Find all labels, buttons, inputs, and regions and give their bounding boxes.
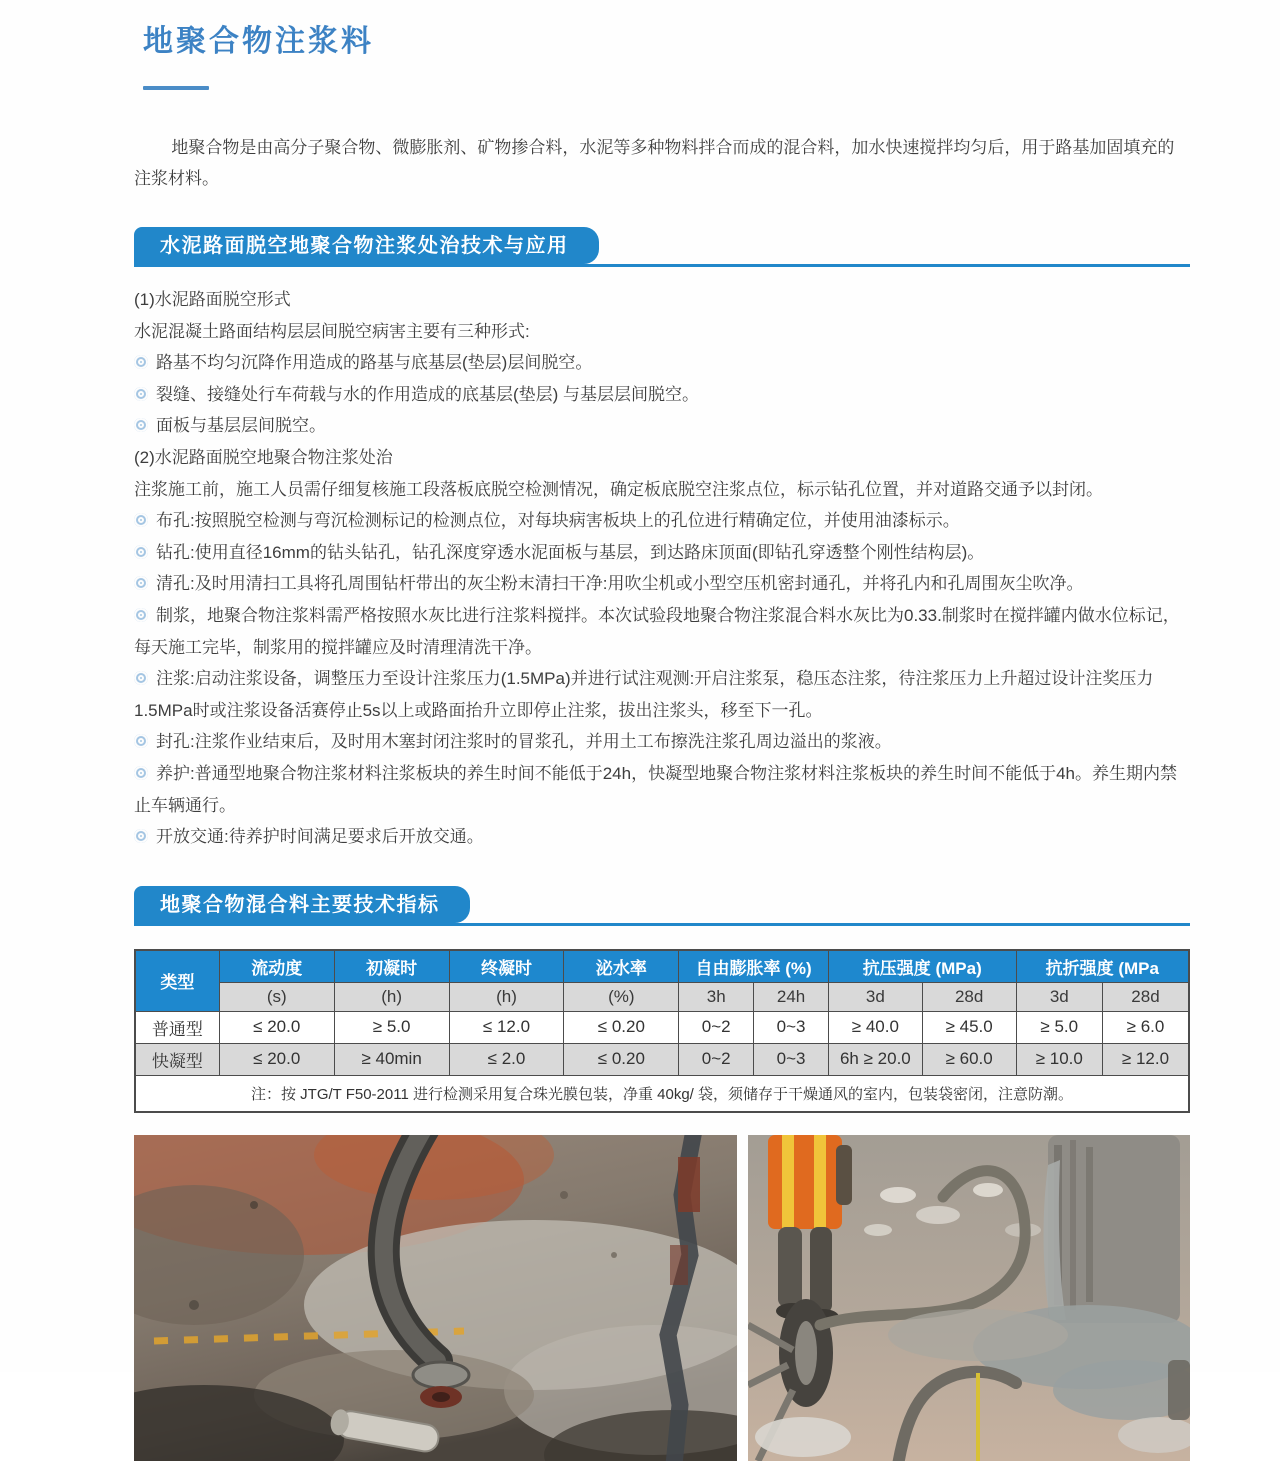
header-row-1 (135, 950, 1189, 983)
photo-right-art (748, 1135, 1190, 1461)
column-header-initial-set: 初凝时 (334, 950, 449, 983)
value-cell: ≤ 20.0 (219, 1043, 334, 1075)
process-text-block (134, 284, 1190, 853)
page-title: 地聚合物注浆料 (143, 25, 374, 58)
double-circle-icon (134, 513, 148, 527)
value-cell: ≥ 5.0 (1016, 1011, 1102, 1043)
sub-header-cell: 24h (754, 982, 829, 1011)
value-cell: 6h ≥ 20.0 (828, 1043, 922, 1075)
text-line: (2)水泥路面脱空地聚合物注浆处治 (134, 447, 393, 467)
double-circle-icon (134, 576, 148, 590)
bullet-line: 路基不均匀沉降作用造成的路基与底基层(垫层)层间脱空。 (134, 347, 1190, 379)
table-note-row (135, 1075, 1189, 1112)
section-banner-process-label: 水泥路面脱空地聚合物注浆处治技术与应用 (134, 227, 599, 264)
spec-table-container (134, 949, 1190, 1113)
value-cell: ≥ 5.0 (334, 1011, 449, 1043)
column-header-fluidity: 流动度 (219, 950, 334, 983)
value-cell: ≥ 12.0 (1102, 1043, 1189, 1075)
unit-cell: (s) (219, 982, 334, 1011)
value-cell: ≥ 10.0 (1016, 1043, 1102, 1075)
value-cell: ≥ 45.0 (922, 1011, 1016, 1043)
title-underline (143, 86, 209, 90)
table-row-normal-type (135, 1011, 1189, 1043)
double-circle-icon (134, 734, 148, 748)
text-line: 水泥混凝土路面结构层层间脱空病害主要有三种形式: (134, 321, 530, 341)
value-cell: 0~3 (754, 1043, 829, 1075)
column-header-final-set: 终凝时 (449, 950, 564, 983)
unit-cell: (%) (564, 982, 679, 1011)
sub-header-cell: 3h (679, 982, 754, 1011)
bullet-line: 钻孔:使用直径16mm的钻头钻孔，钻孔深度穿透水泥面板与基层，到达路床顶面(即钻孔穿透整个刚性结构层)。 (134, 537, 1190, 569)
column-header-flexural: 抗折强度 (MPa (1016, 950, 1189, 983)
section-banner-process (134, 227, 1190, 267)
bullet-line: 封孔:注浆作业结束后，及时用木塞封闭注浆时的冒浆孔，并用土工布擦洗注浆孔周边溢出的浆液。 (134, 726, 1190, 758)
photo-left-art (134, 1135, 737, 1461)
bullet-line: 养护:普通型地聚合物注浆材料注浆板块的养生时间不能低于24h，快凝型地聚合物注浆材料注浆板块的养生时间不能低于4h。养生期内禁止车辆通行。 (134, 763, 1177, 815)
bullet-line: 注浆:启动注浆设备，调整压力至设计注浆压力(1.5MPa)并进行试注观测:开启注浆泵，稳压态注浆，待注浆压力上升超过设计注奖压力1.5MPa时或注浆设备活赛停止5s以上或路面抬升立即停止注浆，拔出注浆头，移至下一孔。 (134, 669, 1154, 720)
column-header-type: 类型 (135, 950, 219, 1012)
double-circle-icon (134, 829, 148, 843)
sub-header-cell: 28d (922, 982, 1016, 1011)
value-cell: ≤ 2.0 (449, 1043, 564, 1075)
section-banner-specs (134, 886, 1190, 926)
double-circle-icon (134, 387, 148, 401)
value-cell: ≥ 40min (334, 1043, 449, 1075)
value-cell: ≥ 40.0 (828, 1011, 922, 1043)
value-cell: ≤ 20.0 (219, 1011, 334, 1043)
bullet-line: 清孔:及时用清扫工具将孔周围钻杆带出的灰尘粉末清扫干净:用吹尘机或小型空压机密封通孔，并将孔内和孔周围灰尘吹净。 (134, 568, 1190, 600)
value-cell: ≥ 6.0 (1102, 1011, 1189, 1043)
double-circle-icon (134, 355, 148, 369)
value-cell: ≤ 0.20 (564, 1011, 679, 1043)
double-circle-icon (134, 545, 148, 559)
value-cell: ≤ 0.20 (564, 1043, 679, 1075)
double-circle-icon (134, 766, 148, 780)
sub-header-cell: 28d (1102, 982, 1189, 1011)
bullet-line: 布孔:按照脱空检测与弯沉检测标记的检测点位，对每块病害板块上的孔位进行精确定位，并使用油漆标示。 (134, 505, 1190, 537)
bullet-line: 制浆，地聚合物注浆料需严格按照水灰比进行注浆料搅拌。本次试验段地聚合物注浆混合料水灰比为0.33.制浆时在搅拌罐内做水位标记，每天施工完毕，制浆用的搅拌罐应及时清理清洗干净。 (134, 605, 1180, 657)
value-cell: 0~2 (679, 1011, 754, 1043)
intro-paragraph: 地聚合物是由高分子聚合物、微膨胀剂、矿物掺合料，水泥等多种物料拌合而成的混合料，加水快速搅拌均匀后，用于路基加固填充的注浆材料。 (134, 138, 1175, 188)
value-cell: 0~3 (754, 1011, 829, 1043)
table-row-fast-type (135, 1043, 1189, 1075)
value-cell: ≤ 12.0 (449, 1011, 564, 1043)
bullet-line: 裂缝、接缝处行车荷载与水的作用造成的底基层(垫层) 与基层层间脱空。 (134, 379, 1190, 411)
spec-table (134, 949, 1190, 1113)
sub-header-cell: 3d (828, 982, 922, 1011)
column-header-bleeding: 泌水率 (564, 950, 679, 983)
unit-cell: (h) (449, 982, 564, 1011)
double-circle-icon (134, 608, 148, 622)
section-banner-specs-label: 地聚合物混合料主要技术指标 (134, 886, 470, 923)
sub-header-cell: 3d (1016, 982, 1102, 1011)
text-line: (1)水泥路面脱空形式 (134, 290, 291, 309)
table-note: 注：按 JTG/T F50-2011 进行检测采用复合珠光膜包装，净重 40kg/ 袋，须储存于干燥通风的室内，包装袋密闭，注意防潮。 (135, 1075, 1189, 1112)
bullet-line: 开放交通:待养护时间满足要求后开放交通。 (134, 821, 1190, 853)
photo-gallery (134, 1135, 1190, 1461)
photo-grouting-worksite (748, 1135, 1190, 1461)
unit-cell: (h) (334, 982, 449, 1011)
photo-grouting-hose-closeup (134, 1135, 737, 1461)
bullet-line: 面板与基层层间脱空。 (134, 410, 1190, 442)
value-cell: ≥ 60.0 (922, 1043, 1016, 1075)
row-label: 普通型 (135, 1011, 219, 1043)
column-header-expansion: 自由膨胀率 (%) (679, 950, 829, 983)
row-label: 快凝型 (135, 1043, 219, 1075)
text-line: 注浆施工前，施工人员需仔细复核施工段落板底脱空检测情况，确定板底脱空注浆点位，标示钻孔位置，并对道路交通予以封闭。 (134, 479, 1103, 499)
double-circle-icon (134, 418, 148, 432)
value-cell: 0~2 (679, 1043, 754, 1075)
column-header-compressive: 抗压强度 (MPa) (828, 950, 1016, 983)
double-circle-icon (134, 671, 148, 685)
header-row-2 (135, 982, 1189, 1011)
